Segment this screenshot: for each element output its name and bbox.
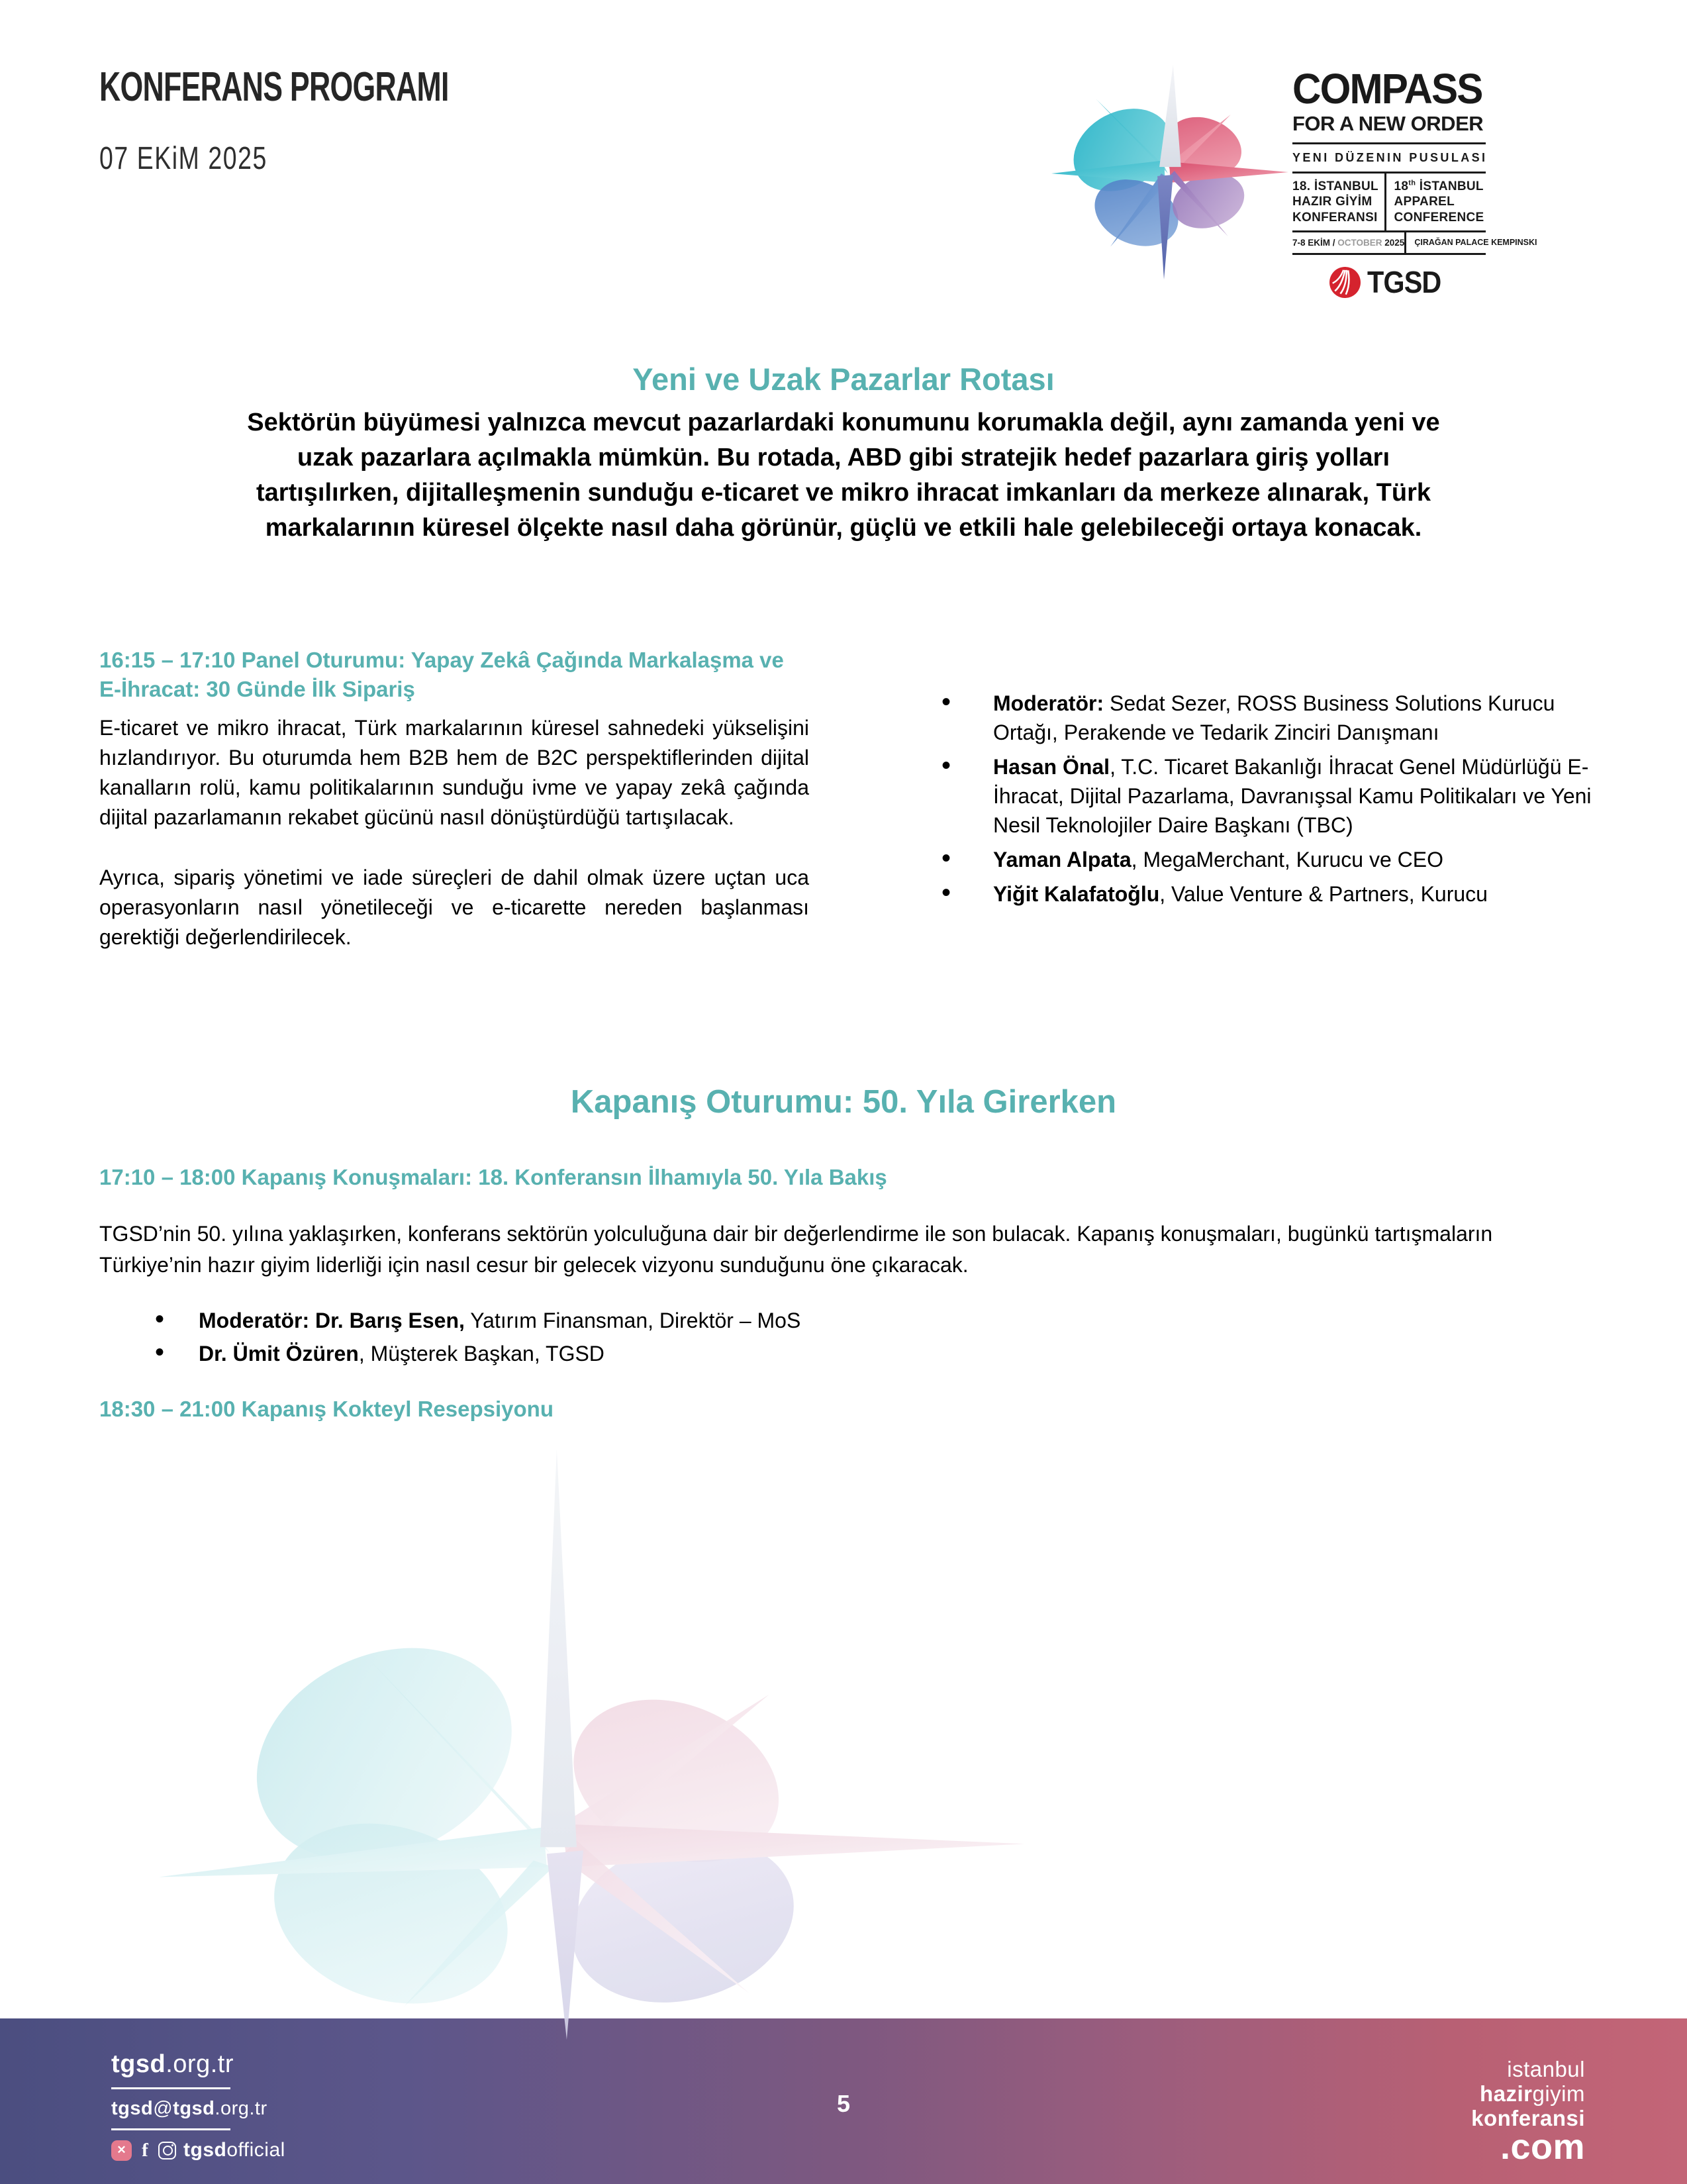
section1-intro: Sektörün büyümesi yalnızca mevcut pazarlardaki konumunu korumakla değil, aynı zamanda yeni ve uzak pazarlara açılmakla mümkün. Bu rotada, ABD gibi stratejik hedef pazarlara giriş yolları tartışılırken, dijitalleşmenin sunduğu e-ticaret ve mikro ihracat imkanları da merkeze alınarak, Türk markalarının küresel ölçekte nasıl daha görünür, güçlü ve etkili hale gelebileceği ortaya konacak. xyxy=(247,409,1440,542)
closing-session-heading: 17:10 – 18:00 Kapanış Konuşmaları: 18. Konferansın İlhamıyla 50. Yıla Bakış xyxy=(99,1165,887,1189)
section2-title: Kapanış Oturumu: 50. Yıla Girerken xyxy=(570,1084,1117,1120)
facebook-icon xyxy=(139,2140,151,2161)
logo-date: 7-8 EKİM / OCTOBER 2025 xyxy=(1292,238,1405,248)
session-heading: 16:15 – 17:10 Panel Oturumu: Yapay Zekâ Çağında Markalaşma ve E-İhracat: 30 Günde İlk Sipariş xyxy=(99,648,784,701)
footer-site-line: .com xyxy=(1500,2127,1585,2167)
closing-speakers xyxy=(99,1306,1589,1372)
page-number: 5 xyxy=(836,2090,851,2117)
footer-site-block xyxy=(1471,2057,1585,2167)
speaker-item: • Yaman Alpata, MegaMerchant, Kurucu ve CEO xyxy=(927,845,1596,874)
footer-site-line: konferansi xyxy=(1471,2106,1585,2130)
logo-name-en: 18th İSTANBUL APPAREL CONFERENCE xyxy=(1384,174,1486,231)
footer-social-row xyxy=(111,2139,285,2161)
divider xyxy=(111,2128,230,2130)
footer-email: tgsd@tgsd.org.tr xyxy=(111,2098,267,2119)
speaker-item: • Moderatör: Sedat Sezer, ROSS Business Solutions Kurucu Ortağı, Perakende ve Tedarik Zinciri Danışmanı xyxy=(927,689,1596,747)
session-paragraph: Ayrıca, sipariş yönetimi ve iade süreçleri de dahil olmak üzere uçtan uca operasyonların nasıl yönetileceği ve e-ticarette nereden başlanması gerektiği değerlendirilecek. xyxy=(99,866,809,949)
page-title: KONFERANS PROGRAMI xyxy=(99,64,449,110)
session-paragraph: E-ticaret ve mikro ihracat, Türk markalarının küresel sahnedeki yükselişini hızlandırıyor. Bu oturumda hem B2B hem de B2C perspektiflerinden dijital kanalların rolü, kamu politikalarının sunduğu ivme ve yapay zekâ çağında dijital pazarlamanın rekabet gücünü nasıl dönüştürdüğü tartışılacak. xyxy=(99,716,809,829)
instagram-icon xyxy=(158,2142,176,2159)
footer-site-line: hazirgiyim xyxy=(1479,2081,1585,2106)
logo-tagline: YENI DÜZENIN PUSULASI xyxy=(1292,150,1488,164)
section1-title: Yeni ve Uzak Pazarlar Rotası xyxy=(632,362,1055,397)
footer-social-handle: tgsdofficial xyxy=(183,2139,285,2161)
logo-title: COMPASS xyxy=(1292,65,1482,113)
divider xyxy=(1292,142,1486,144)
speaker-item: • Hasan Önal, T.C. Ticaret Bakanlığı İhracat Genel Müdürlüğü E-İhracat, Dijital Pazarlama, Davranışsal Kamu Politikaları ve Yeni Nesil Teknolojiler Daire Başkanı (TBC) xyxy=(927,752,1596,840)
cocktail-reception-heading: 18:30 – 21:00 Kapanış Kokteyl Resepsiyonu xyxy=(99,1397,554,1421)
divider xyxy=(111,2087,230,2089)
footer-bar xyxy=(0,2018,1687,2184)
tgsd-label: TGSD xyxy=(1367,265,1441,300)
watermark-star-icon xyxy=(151,1409,1029,2040)
speaker-list xyxy=(927,689,1596,909)
session-description-column xyxy=(99,646,809,952)
logo-name-tr: 18. İSTANBUL HAZIR GİYİM KONFERANSI xyxy=(1292,179,1378,224)
footer-site-line: istanbul xyxy=(1507,2057,1585,2081)
speaker-item: • Moderatör: Dr. Barış Esen, Yatırım Finansman, Direktör – MoS xyxy=(99,1306,1589,1335)
tgsd-brand xyxy=(1292,264,1486,300)
page-date: 07 EKiM 2025 xyxy=(99,141,267,176)
logo-subtitle: FOR A NEW ORDER xyxy=(1292,111,1484,135)
closing-session-paragraph: TGSD’nin 50. yılına yaklaşırken, konferans sektörün yolculuğuna dair bir değerlendirme ile son bulacak. Kapanış konuşmaları, bugünkü tartışmaların Türkiye’nin hazır giyim liderliği için nasıl cesur bir gelecek vizyonu sunduğunu öne çıkaracak. xyxy=(99,1222,1493,1277)
compass-star-icon xyxy=(1033,61,1295,283)
speaker-item: • Yiğit Kalafatoğlu, Value Venture & Partners, Kurucu xyxy=(927,879,1596,909)
speaker-list xyxy=(99,1306,1589,1368)
conference-logo xyxy=(1292,65,1537,300)
tgsd-logo-icon xyxy=(1329,267,1361,298)
speakers-column xyxy=(927,689,1596,914)
x-icon xyxy=(111,2140,132,2161)
logo-venue: ÇIRAĞAN PALACE KEMPINSKI xyxy=(1404,232,1537,253)
footer-website: tgsd.org.tr xyxy=(111,2050,234,2078)
footer-contact-block xyxy=(111,2050,285,2161)
logo-info-table xyxy=(1292,172,1537,256)
speaker-item: • Dr. Ümit Özüren, Müşterek Başkan, TGSD xyxy=(99,1339,1589,1368)
